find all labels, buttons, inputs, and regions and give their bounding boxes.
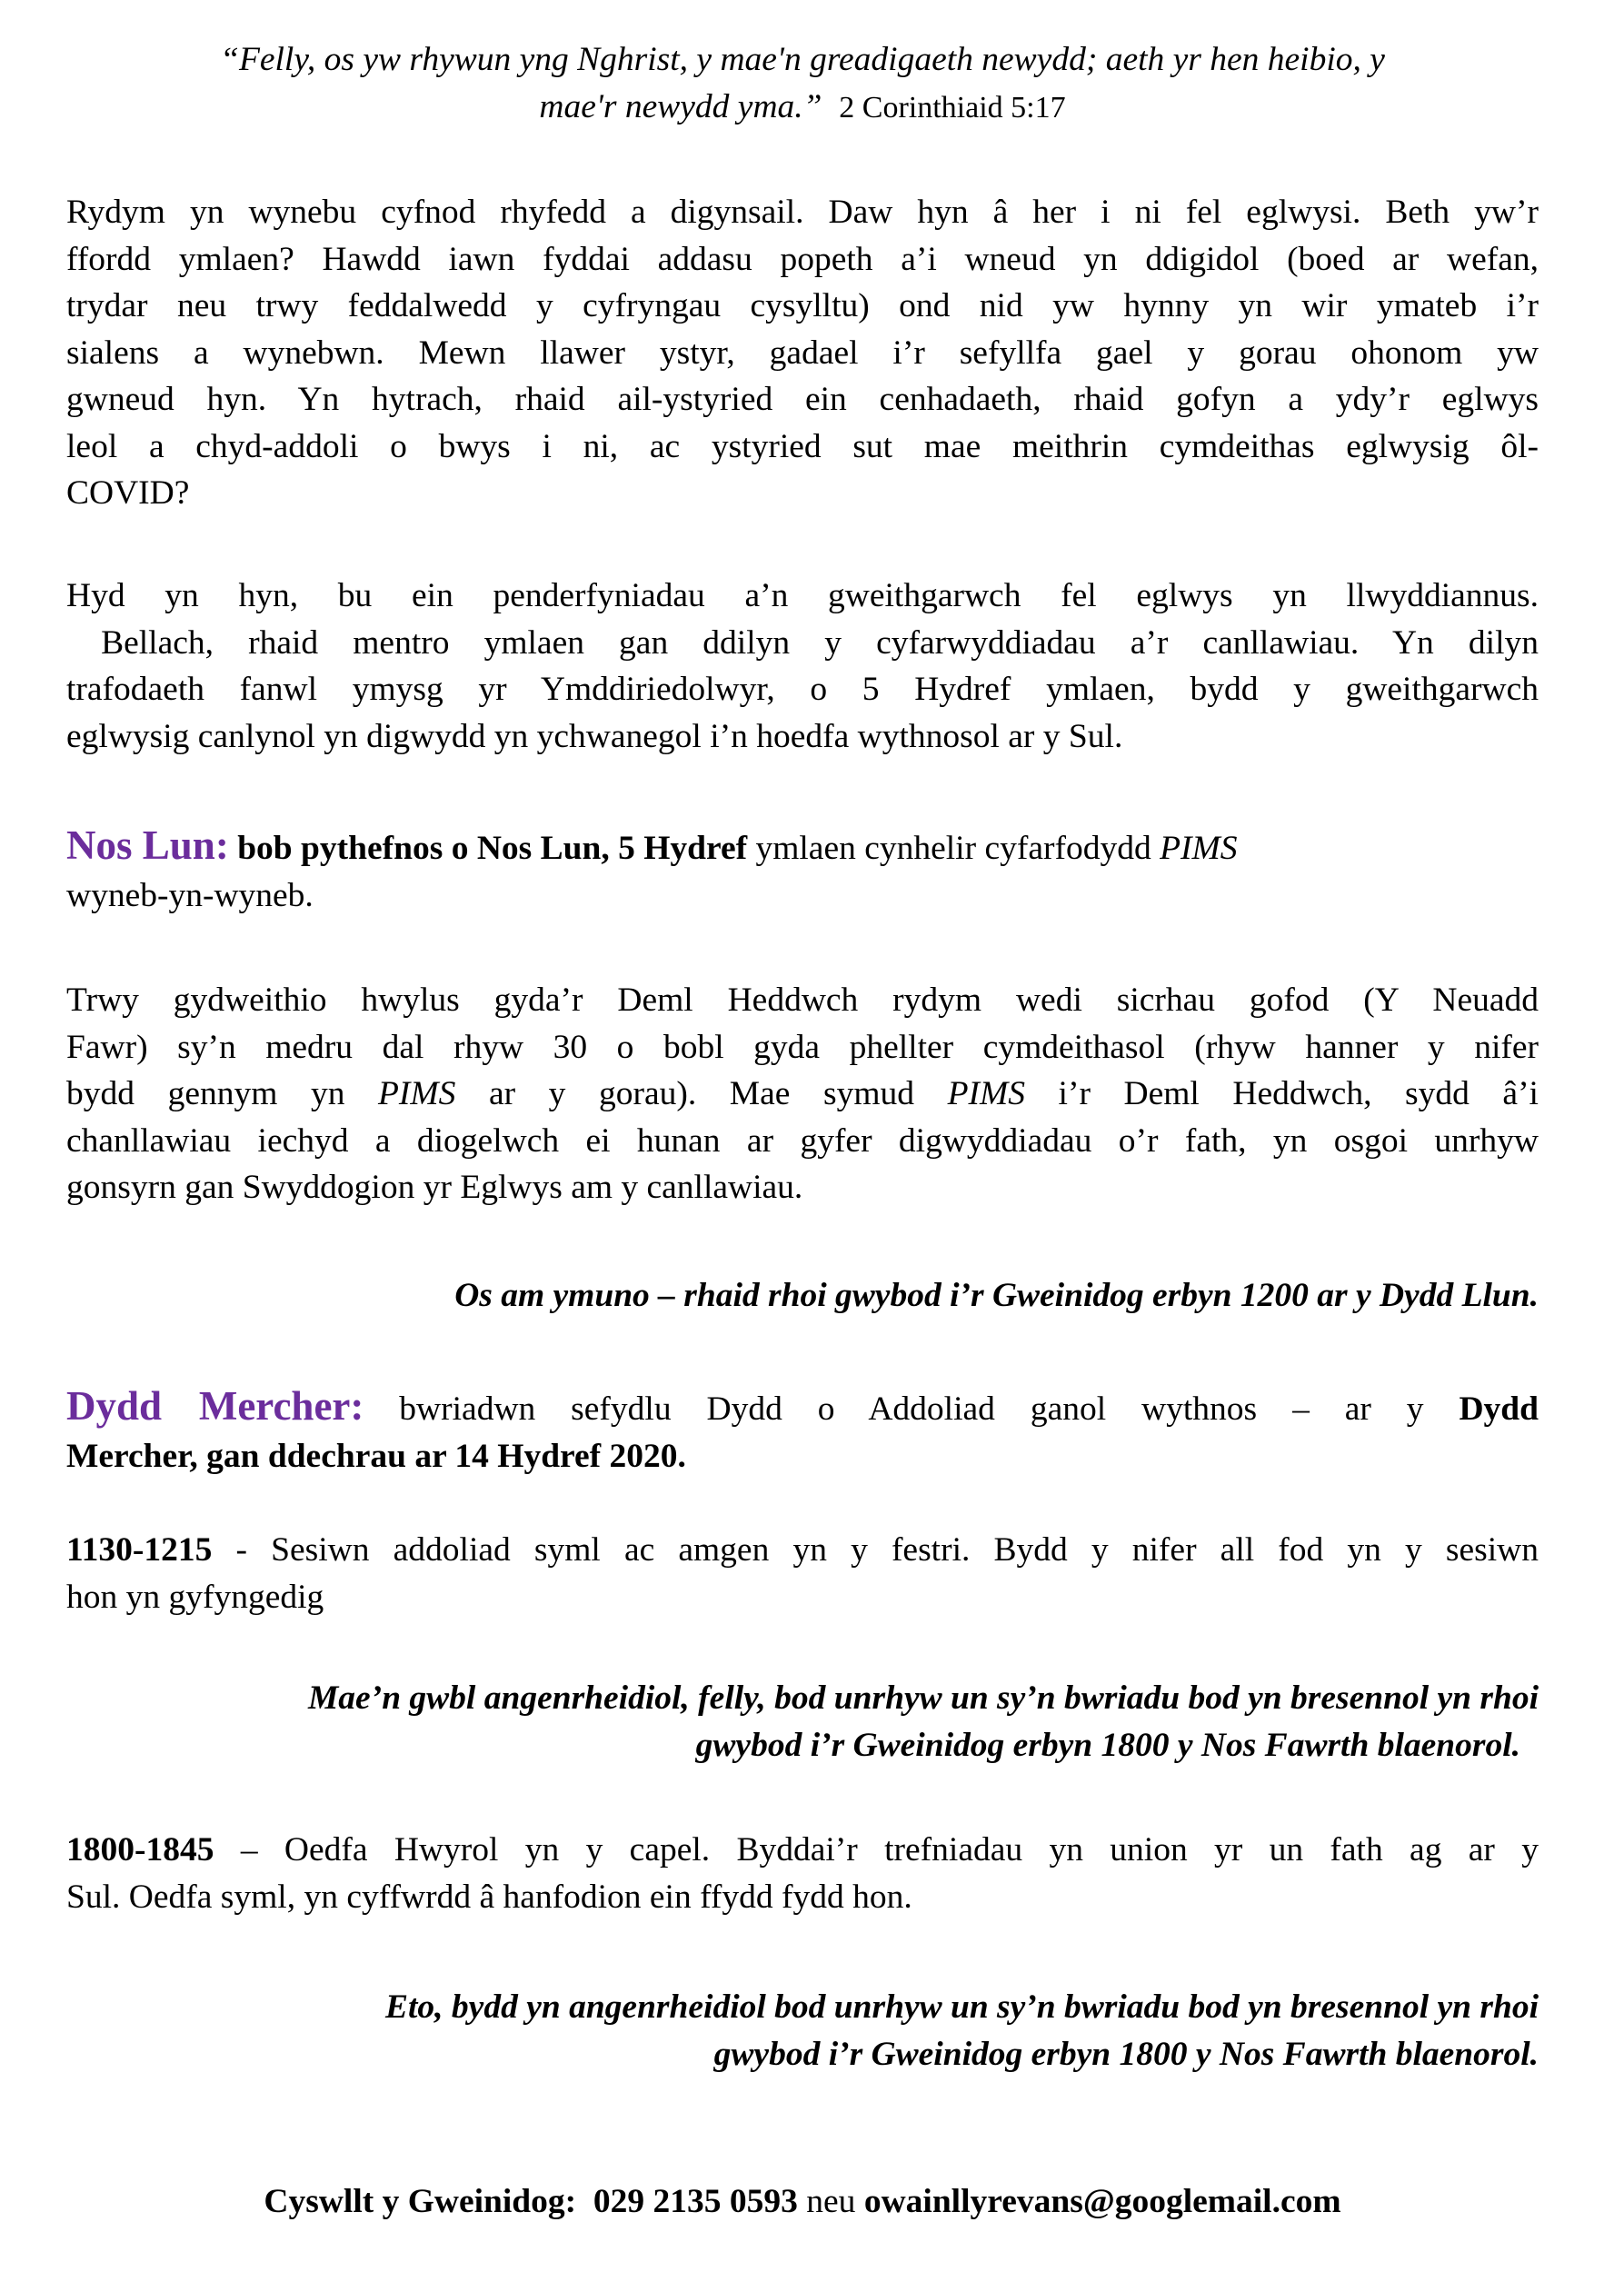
- session-evening: 1800-1845 – Oedfa Hwyrol yn y capel. Byddai’r trefniadau yn union yr un fath ag ar y Sul. Oedfa syml, yn cyffwrdd â hanfodion ein ffydd fydd hon.: [66, 1827, 1539, 1920]
- note-text: Os am ymuno – rhaid rhoi gwybod i’r Gweinidog erbyn 1200 ar y Dydd Llun.: [454, 1277, 1539, 1314]
- nos-lun-heading: Nos Lun:: [66, 822, 229, 868]
- paragraph-line: trafodaeth fanwl ymysg yr Ymddiriedolwyr, o 5 Hydref ymlaen, bydd y gweithgarwch: [66, 671, 1539, 708]
- note-evening: [66, 1984, 1539, 2078]
- note-midday: [66, 1675, 1539, 1769]
- pims-text: PIMS: [378, 1075, 456, 1112]
- paragraph-line: COVID?: [66, 474, 190, 512]
- note-text: gwybod i’r Gweinidog erbyn 1800 y Nos Fawrth blaenorol.: [695, 1726, 1520, 1764]
- contact-label: Cyswllt y Gweinidog:: [264, 2183, 577, 2220]
- paragraph-line: chanllawiau iechyd a diogelwch ei hunan ar gyfer digwyddiadau o’r fath, yn osgoi unrhyw: [66, 1121, 1539, 1160]
- session-line: Sul. Oedfa syml, yn cyffwrdd â hanfodion ein ffydd fydd hon.: [66, 1878, 912, 1916]
- paragraph-line: Bellach, rhaid mentro ymlaen gan ddilyn y cyfarwyddiadau a’r canllawiau. Yn dilyn: [66, 623, 1539, 662]
- section-nos-lun: [66, 822, 1539, 919]
- paragraph-line: Hyd yn hyn, bu ein penderfyniadau a’n gweithgarwch fel eglwys yn llwyddiannus.: [66, 577, 1539, 614]
- paragraph-progress: [66, 573, 1539, 760]
- note-nos-lun: [66, 1272, 1539, 1320]
- nos-lun-bold: bob pythefnos o Nos Lun, 5 Hydref: [237, 830, 748, 867]
- contact-footer: Cyswllt y Gweinidog: 029 2135 0593 neu owainllyrevans@googlemail.com: [264, 2183, 1341, 2220]
- paragraph-line: leol a chyd-addoli o bwys i ni, ac ystyried sut mae meithrin cymdeithas eglwysig ôl-: [66, 427, 1539, 465]
- note-text: Eto, bydd yn angenrheidiol bod unrhyw un sy’n bwriadu bod yn bresennol yn rhoi: [385, 1988, 1539, 2026]
- nos-lun-text: ymlaen cynhelir cyfarfodydd: [747, 830, 1161, 867]
- pims-text: PIMS: [947, 1075, 1025, 1112]
- paragraph-line: eglwysig canlynol yn digwydd yn ychwanegol i’n hoedfa wythnosol ar y Sul.: [66, 717, 1123, 755]
- session-time: 1130-1215: [66, 1531, 213, 1569]
- paragraph-line: ffordd ymlaen? Hawdd iawn fyddai addasu popeth a’i wneud yn ddigidol (boed ar wefan,: [66, 240, 1539, 278]
- session-time: 1800-1845: [66, 1831, 214, 1868]
- paragraph-line: trydar neu trwy feddalwedd y cyfryngau cysylltu) ond nid yw hynny yn wir ymateb i’r: [66, 287, 1539, 324]
- paragraph-line: gwneud hyn. Yn hytrach, rhaid ail-ystyried ein cenhadaeth, rhaid gofyn a ydy’r eglwys: [66, 381, 1539, 418]
- verse-line-2: mae'r newydd yma.”: [539, 87, 822, 125]
- contact-email[interactable]: owainllyrevans@googlemail.com: [863, 2183, 1341, 2220]
- nos-lun-line-2: wyneb-yn-wyneb.: [66, 876, 314, 914]
- note-text: gwybod i’r Gweinidog erbyn 1800 y Nos Fawrth blaenorol.: [713, 2035, 1539, 2073]
- paragraph-line: sialens a wynebwn. Mewn llawer ystyr, gadael i’r sefyllfa gael y gorau ohonom yw: [66, 334, 1539, 372]
- paragraph-venue: Trwy gydweithio hwylus gyda’r Deml Heddwch rydym wedi sicrhau gofod (Y Neuadd Fawr) sy’n medru dal rhyw 30 o bobl gyda phellter cymdeithasol (rhyw hanner y nifer bydd gennym yn PIMS ar y gorau). Mae symud PIMS i’r Deml Heddwch, sydd â’i chanllawiau iechyd a diogelwch ei hunan ar gyfer digwyddiadau o’r fath, yn osgoi unrhyw gonsyrn gan Swyddogion yr Eglwys am y canllawiau.: [66, 977, 1539, 1211]
- paragraph-intro: [66, 189, 1539, 517]
- dydd-mercher-date: Mercher, gan ddechrau ar 14 Hydref 2020.: [66, 1437, 686, 1475]
- paragraph-line: gonsyrn gan Swyddogion yr Eglwys am y canllawiau.: [66, 1169, 803, 1206]
- contact-phone: 029 2135 0593: [593, 2183, 798, 2220]
- paragraph-line: Trwy gydweithio hwylus gyda’r Deml Heddwch rydym wedi sicrhau gofod (Y Neuadd: [66, 982, 1539, 1019]
- verse-line-1: “Felly, os yw rhywun yng Nghrist, y mae'n greadigaeth newydd; aeth yr hen heibio, y: [220, 41, 1385, 78]
- pims-text: PIMS: [1160, 830, 1238, 867]
- dydd-mercher-heading: Dydd Mercher:: [66, 1383, 364, 1429]
- session-line: hon yn gyfyngedig: [66, 1578, 324, 1616]
- paragraph-line: Fawr) sy’n medru dal rhyw 30 o bobl gyda phellter cymdeithasol (rhyw hanner y nifer: [66, 1028, 1539, 1066]
- paragraph-line: Rydym yn wynebu cyfnod rhyfedd a digynsail. Daw hyn â her i ni fel eglwysi. Beth yw’r: [66, 194, 1539, 231]
- verse-reference: 2 Corinthiaid 5:17: [839, 90, 1066, 125]
- session-midday: 1130-1215 - Sesiwn addoliad syml ac amgen yn y festri. Bydd y nifer all fod yn y sesiwn hon yn gyfyngedig: [66, 1527, 1539, 1620]
- bible-verse: [66, 36, 1539, 131]
- note-text: Mae’n gwbl angenrheidiol, felly, bod unrhyw un sy’n bwriadu bod yn bresennol yn rhoi: [307, 1679, 1539, 1717]
- section-dydd-mercher: Dydd Mercher: bwriadwn sefydlu Dydd o Addoliad ganol wythnos – ar y Dydd Mercher, gan ddechrau ar 14 Hydref 2020.: [66, 1383, 1539, 1475]
